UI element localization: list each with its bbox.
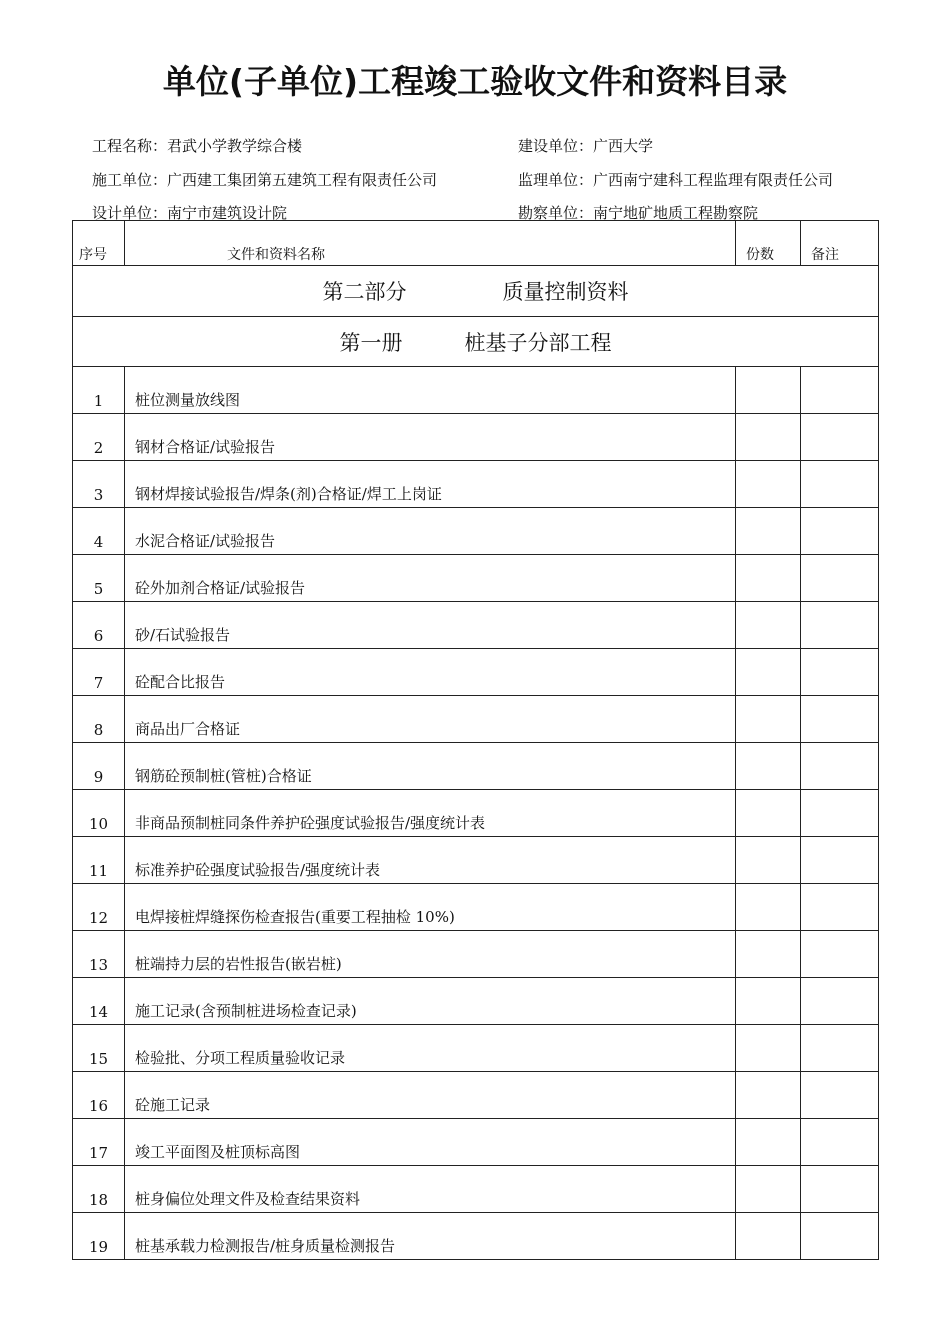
- row-note: [801, 790, 879, 837]
- header-note: 备注: [801, 221, 879, 266]
- row-name: 检验批、分项工程质量验收记录: [125, 1025, 736, 1072]
- row-seq: 14: [73, 978, 125, 1025]
- row-note: [801, 414, 879, 461]
- row-name: 标准养护砼强度试验报告/强度统计表: [125, 837, 736, 884]
- table-row: [73, 555, 879, 602]
- row-copies: [736, 884, 801, 931]
- row-name: 砂/石试验报告: [125, 602, 736, 649]
- row-copies: [736, 555, 801, 602]
- row-name: 桩位测量放线图: [125, 367, 736, 414]
- row-copies: [736, 696, 801, 743]
- row-name: 钢材焊接试验报告/焊条(剂)合格证/焊工上岗证: [125, 461, 736, 508]
- section-volume-left: 第一册: [339, 330, 403, 355]
- table-row: [73, 696, 879, 743]
- row-note: [801, 1166, 879, 1213]
- table-row: [73, 1072, 879, 1119]
- surveyor-unit: 勘察单位：南宁地矿地质工程勘察院: [518, 204, 759, 222]
- row-seq: 10: [73, 790, 125, 837]
- table-row: [73, 414, 879, 461]
- section-part-right: 质量控制资料: [502, 280, 629, 304]
- table-row: [73, 790, 879, 837]
- row-note: [801, 1213, 879, 1260]
- row-note: [801, 978, 879, 1025]
- row-copies: [736, 743, 801, 790]
- row-name: 竣工平面图及桩顶标高图: [125, 1119, 736, 1166]
- row-note: [801, 931, 879, 978]
- row-name: 桩身偏位处理文件及检查结果资料: [125, 1166, 736, 1213]
- row-note: [801, 1119, 879, 1166]
- section-volume-row: [73, 317, 879, 367]
- row-seq: 11: [73, 837, 125, 884]
- row-name: 水泥合格证/试验报告: [125, 508, 736, 555]
- table-row: [73, 1213, 879, 1260]
- row-seq: 2: [73, 414, 125, 461]
- row-seq: 7: [73, 649, 125, 696]
- section-part-left: 第二部分: [322, 280, 407, 304]
- row-copies: [736, 1213, 801, 1260]
- table-row: [73, 931, 879, 978]
- row-name: 施工记录(含预制桩进场检查记录): [125, 978, 736, 1025]
- row-copies: [736, 1119, 801, 1166]
- row-note: [801, 837, 879, 884]
- row-name: 桩基承载力检测报告/桩身质量检测报告: [125, 1213, 736, 1260]
- row-note: [801, 367, 879, 414]
- row-copies: [736, 837, 801, 884]
- section-part: [73, 266, 879, 317]
- table-row: [73, 1119, 879, 1166]
- row-copies: [736, 649, 801, 696]
- builder-unit: 建设单位：广西大学: [518, 137, 654, 155]
- row-seq: 5: [73, 555, 125, 602]
- row-note: [801, 508, 879, 555]
- table-row: [73, 884, 879, 931]
- row-seq: 4: [73, 508, 125, 555]
- table-row: [73, 1166, 879, 1213]
- row-note: [801, 884, 879, 931]
- designer-unit: 设计单位：南宁市建筑设计院: [92, 204, 288, 222]
- header-seq: 序号: [73, 221, 125, 266]
- document-title: 单位(子单位)工程竣工验收文件和资料目录: [162, 62, 788, 101]
- table-row: [73, 508, 879, 555]
- table-row: [73, 602, 879, 649]
- row-copies: [736, 790, 801, 837]
- row-name: 电焊接桩焊缝探伤检查报告(重要工程抽检 10%): [125, 884, 736, 931]
- row-copies: [736, 1072, 801, 1119]
- row-seq: 19: [73, 1213, 125, 1260]
- row-copies: [736, 508, 801, 555]
- row-name: 砼外加剂合格证/试验报告: [125, 555, 736, 602]
- row-name: 非商品预制桩同条件养护砼强度试验报告/强度统计表: [125, 790, 736, 837]
- row-copies: [736, 978, 801, 1025]
- row-seq: 12: [73, 884, 125, 931]
- header-name: 文件和资料名称: [125, 221, 736, 266]
- row-copies: [736, 414, 801, 461]
- row-seq: 17: [73, 1119, 125, 1166]
- row-note: [801, 602, 879, 649]
- row-seq: 18: [73, 1166, 125, 1213]
- row-name: 商品出厂合格证: [125, 696, 736, 743]
- row-copies: [736, 602, 801, 649]
- row-note: [801, 696, 879, 743]
- row-note: [801, 555, 879, 602]
- row-name: 砼配合比报告: [125, 649, 736, 696]
- row-seq: 13: [73, 931, 125, 978]
- table-header-row: [73, 221, 879, 266]
- row-seq: 3: [73, 461, 125, 508]
- contractor-unit: 施工单位：广西建工集团第五建筑工程有限责任公司: [92, 171, 438, 189]
- row-seq: 8: [73, 696, 125, 743]
- row-name: 钢筋砼预制桩(管桩)合格证: [125, 743, 736, 790]
- row-name: 桩端持力层的岩性报告(嵌岩桩): [125, 931, 736, 978]
- table-row: [73, 743, 879, 790]
- row-note: [801, 1072, 879, 1119]
- row-copies: [736, 931, 801, 978]
- project-name: 工程名称：君武小学教学综合楼: [92, 137, 303, 155]
- row-copies: [736, 461, 801, 508]
- table-row: [73, 649, 879, 696]
- section-volume: [73, 317, 879, 367]
- section-part-row: [73, 266, 879, 317]
- row-note: [801, 461, 879, 508]
- row-note: [801, 743, 879, 790]
- row-name: 钢材合格证/试验报告: [125, 414, 736, 461]
- row-copies: [736, 1025, 801, 1072]
- table-row: [73, 1025, 879, 1072]
- header-copies: 份数: [736, 221, 801, 266]
- row-seq: 9: [73, 743, 125, 790]
- supervisor-unit: 监理单位：广西南宁建科工程监理有限责任公司: [518, 171, 834, 189]
- row-seq: 16: [73, 1072, 125, 1119]
- table-row: [73, 978, 879, 1025]
- table-row: [73, 837, 879, 884]
- row-copies: [736, 367, 801, 414]
- section-volume-right: 桩基子分部工程: [464, 330, 612, 355]
- row-seq: 15: [73, 1025, 125, 1072]
- catalog-table: [72, 220, 879, 1260]
- row-copies: [736, 1166, 801, 1213]
- row-name: 砼施工记录: [125, 1072, 736, 1119]
- row-note: [801, 649, 879, 696]
- table-row: [73, 461, 879, 508]
- table-row: [73, 367, 879, 414]
- row-seq: 6: [73, 602, 125, 649]
- row-seq: 1: [73, 367, 125, 414]
- row-note: [801, 1025, 879, 1072]
